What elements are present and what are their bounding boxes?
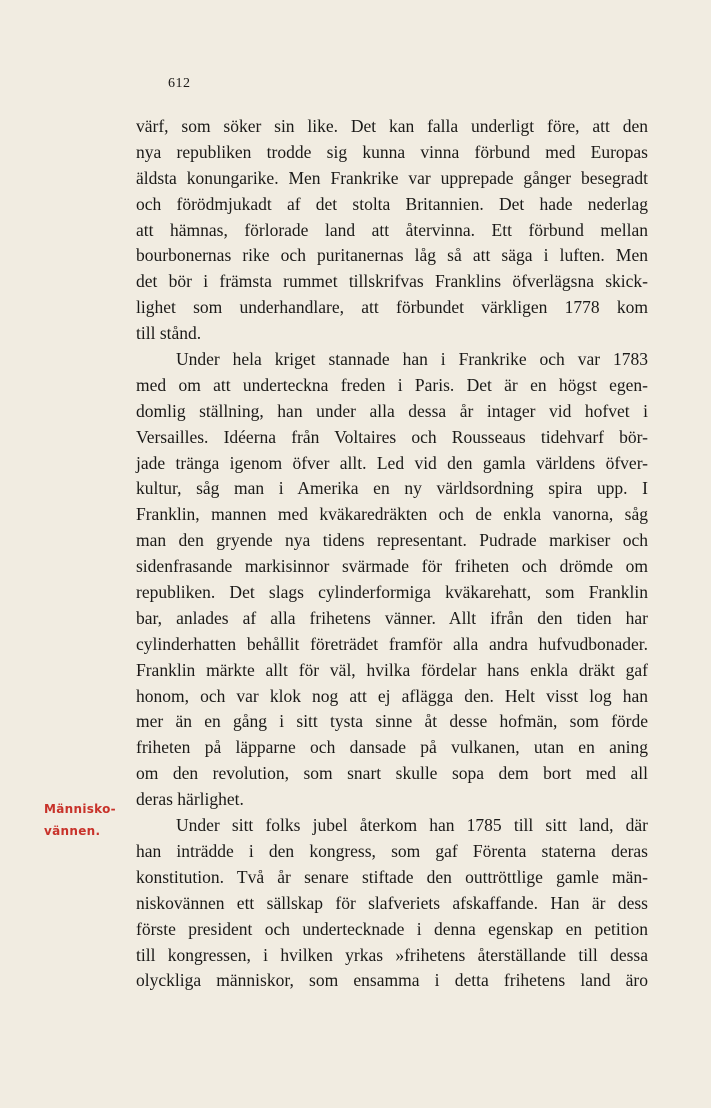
margin-note — [44, 798, 134, 842]
text-line: han inträdde i den kongress, som gaf Förenta staterna deras — [136, 840, 648, 861]
text-line: med om att underteckna freden i Paris. Det är en högst egen- — [136, 374, 648, 395]
body-text — [136, 114, 648, 994]
text-line: Franklin märkte allt för väl, hvilka fördelar hans enkla dräkt gaf — [136, 659, 648, 680]
text-line: kultur, såg man i Amerika en ny världsordning spira upp. I — [136, 478, 648, 499]
text-line: domlig ställning, han under alla dessa år intager vid hofvet i — [136, 400, 648, 421]
margin-note-line: vännen. — [44, 824, 101, 838]
text-line: sidenfrasande markisinnor svärmade för friheten och drömde om — [136, 556, 648, 577]
text-line: Versailles. Idéerna från Voltaires och Rousseaus tidehvarf bör- — [136, 426, 648, 447]
text-line: förste president och undertecknade i denna egenskap en petition — [136, 918, 648, 939]
text-line: till stånd. — [136, 323, 202, 344]
text-line: cylinderhatten behållit företrädet framför alla andra hufvudbonader. — [136, 633, 648, 654]
text-line: till kongressen, i hvilken yrkas »frihetens återställande till dessa — [136, 944, 648, 965]
page-number: 612 — [168, 76, 191, 91]
text-line: att hämnas, förlorade land att återvinna. Ett förbund mellan — [136, 219, 648, 240]
text-line: deras härlighet. — [136, 789, 244, 810]
text-line: man den gryende nya tidens representant. Pudrade markiser och — [136, 530, 648, 551]
text-line: konstitution. Två år senare stiftade den outtröttlige gamle män- — [136, 866, 648, 887]
text-line: äldsta konungarike. Men Frankrike var upprepade gånger besegradt — [136, 167, 648, 188]
text-line: niskovännen ett sällskap för slafveriets afskaffande. Han är dess — [136, 892, 648, 913]
margin-note-line: Människo- — [44, 802, 116, 816]
text-line: värf, som söker sin like. Det kan falla underligt före, att den — [136, 116, 648, 136]
text-line: jade tränga igenom öfver allt. Led vid den gamla världens öfver- — [136, 452, 648, 473]
text-line: honom, och var klok nog att ej aflägga den. Helt visst log han — [136, 685, 648, 706]
text-line: mer än en gång i sitt tysta sinne åt desse hofmän, som förde — [136, 711, 648, 732]
text-line: bar, anlades af alla frihetens vänner. Allt ifrån den tiden har — [136, 607, 648, 628]
text-line: lighet som underhandlare, att förbundet värkligen 1778 kom — [136, 297, 648, 318]
text-line: nya republiken trodde sig kunna vinna förbund med Europas — [136, 141, 648, 162]
text-line: bourbonernas rike och puritanernas låg så att säga i luften. Men — [136, 245, 648, 266]
text-line: om den revolution, som snart skulle sopa dem bort med all — [136, 763, 648, 784]
text-line: Under sitt folks jubel återkom han 1785 till sitt land, där — [176, 815, 648, 836]
text-line: republiken. Det slags cylinderformiga kväkarehatt, som Franklin — [136, 582, 648, 603]
text-line: och förödmjukadt af det stolta Britannien. Det hade nederlag — [136, 193, 648, 214]
text-line: olyckliga människor, som ensamma i detta frihetens land äro — [136, 970, 648, 991]
text-line: friheten på läpparne och dansade på vulkanen, utan en aning — [136, 737, 648, 758]
text-line: Under hela kriget stannade han i Frankrike och var 1783 — [176, 349, 648, 370]
text-line: Franklin, mannen med kväkaredräkten och de enkla vanorna, såg — [136, 504, 648, 525]
text-line: det bör i främsta rummet tillskrifvas Franklins öfverlägsna skick- — [136, 271, 648, 292]
